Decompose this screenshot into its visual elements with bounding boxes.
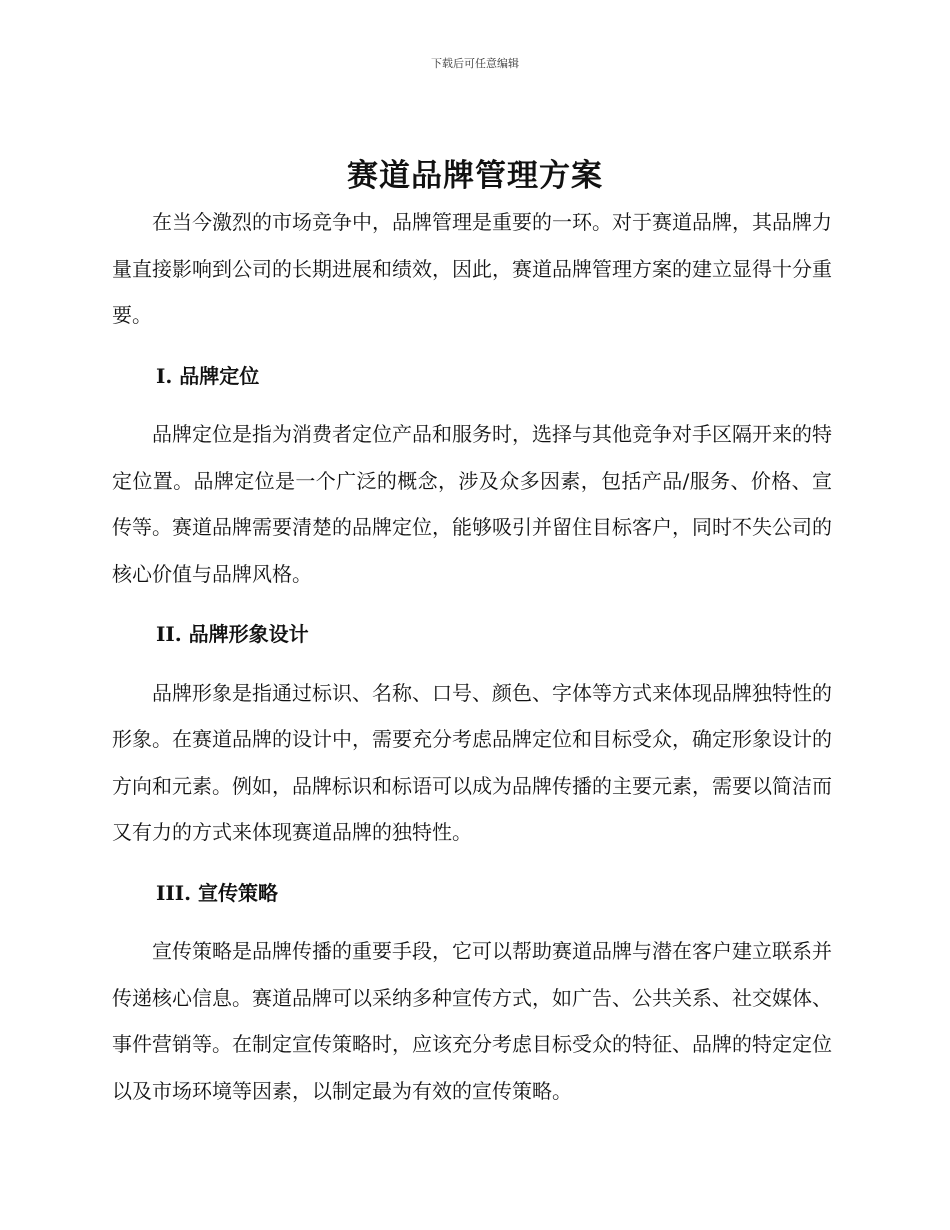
section-heading-promotion: III. 宣传策略 bbox=[156, 880, 278, 905]
section-body-positioning: 品牌定位是指为消费者定位产品和服务时，选择与其他竞争对手区隔开来的特定位置。品牌定位是一个广泛的概念，涉及众多因素，包括产品/服务、价格、宣传等。赛道品牌需要清楚的品牌定位，能够吸引并留住目标客户，同时不失公司的核心价值与品牌风格。 bbox=[112, 422, 832, 586]
document-title: 赛道品牌管理方案 bbox=[347, 158, 603, 194]
section-heading-positioning: I. 品牌定位 bbox=[156, 363, 260, 388]
intro-paragraph: 在当今激烈的市场竞争中，品牌管理是重要的一环。对于赛道品牌，其品牌力量直接影响到公司的长期进展和绩效，因此，赛道品牌管理方案的建立显得十分重要。 bbox=[112, 210, 832, 327]
section-body-image-design: 品牌形象是指通过标识、名称、口号、颜色、字体等方式来体现品牌独特性的形象。在赛道品牌的设计中，需要充分考虑品牌定位和目标受众，确定形象设计的方向和元素。例如，品牌标识和标语可以成为品牌传播的主要元素，需要以简洁而又有力的方式来体现赛道品牌的独特性。 bbox=[112, 680, 832, 844]
document-body bbox=[112, 199, 832, 1114]
section-body-promotion: 宣传策略是品牌传播的重要手段，它可以帮助赛道品牌与潜在客户建立联系并传递核心信息。赛道品牌可以采纳多种宣传方式，如广告、公共关系、社交媒体、事件营销等。在制定宣传策略时，应该充分考虑目标受众的特征、品牌的特定定位以及市场环境等因素，以制定最为有效的宣传策略。 bbox=[112, 939, 832, 1103]
section-heading-image-design: II. 品牌形象设计 bbox=[156, 622, 309, 646]
header-note: 下载后可任意编辑 bbox=[431, 57, 519, 70]
